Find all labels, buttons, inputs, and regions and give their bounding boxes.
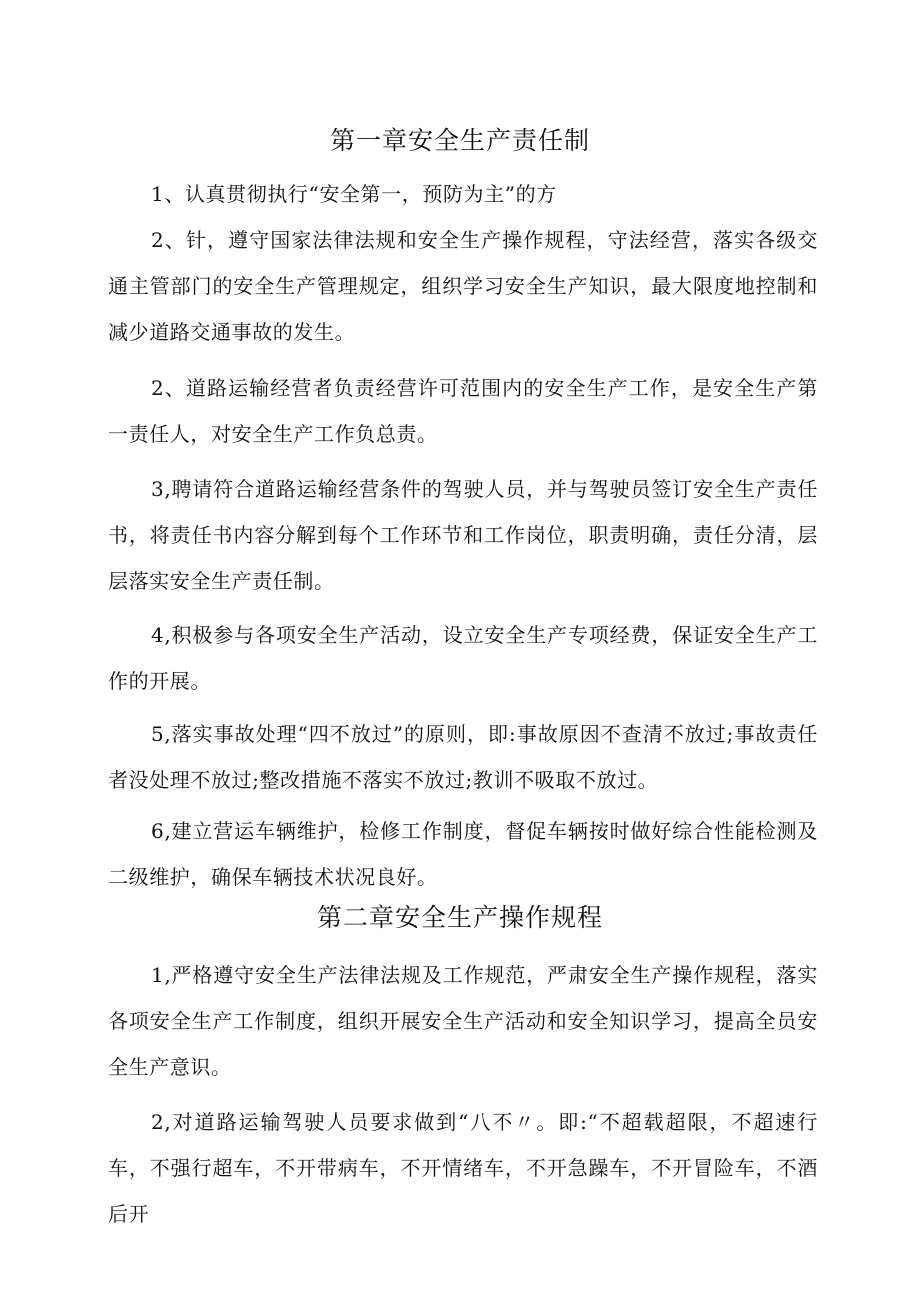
chapter-1-paragraph-7: 6,建立营运车辆维护，检修工作制度，督促车辆按时做好综合性能检测及二级维护，确保车辆技术状况良好。 (108, 819, 818, 889)
chapter-2-paragraph-1: 1,严格遵守安全生产法律法规及工作规范，严肃安全生产操作规程，落实各项安全生产工作制度，组织开展安全生产活动和安全知识学习，提高全员安全生产意识。 (108, 963, 818, 1079)
chapter-1-paragraph-2: 2、针，遵守国家法律法规和安全生产操作规程，守法经营，落实各级交通主管部门的安全生产管理规定，组织学习安全生产知识，最大限度地控制和减少道路交通事故的发生。 (108, 228, 818, 344)
chapter-1-paragraph-5: 4,积极参与各项安全生产活动，设立安全生产专项经费，保证安全生产工作的开展。 (108, 623, 818, 693)
chapter-2-paragraph-2: 2,对道路运输驾驶人员要求做到“八不〃。即:“不超载超限，不超速行车，不强行超车，不开带病车，不开情绪车，不开急躁车，不开冒险车，不酒后开 (108, 1110, 818, 1226)
chapter-1-title: 第一章安全生产责任制 (329, 126, 590, 155)
chapter-1-paragraph-3: 2、道路运输经营者负责经营许可范围内的安全生产工作，是安全生产第一责任人，对安全生产工作负总责。 (108, 376, 818, 446)
chapter-1-paragraph-4: 3,聘请符合道路运输经营条件的驾驶人员，并与驾驶员签订安全生产责任书，将责任书内容分解到每个工作环节和工作岗位，职责明确，责任分清，层层落实安全生产责任制。 (108, 477, 818, 593)
chapter-1-paragraph-1: 1、认真贯彻执行“安全第一，预防为主”的方 (151, 182, 557, 206)
chapter-1-paragraph-6: 5,落实事故处理“四不放过”的原则，即:事故原因不查清不放过;事故责任者没处理不放过;整改措施不落实不放过;教训不吸取不放过。 (108, 722, 818, 792)
chapter-2-title: 第二章安全生产操作规程 (316, 903, 603, 932)
